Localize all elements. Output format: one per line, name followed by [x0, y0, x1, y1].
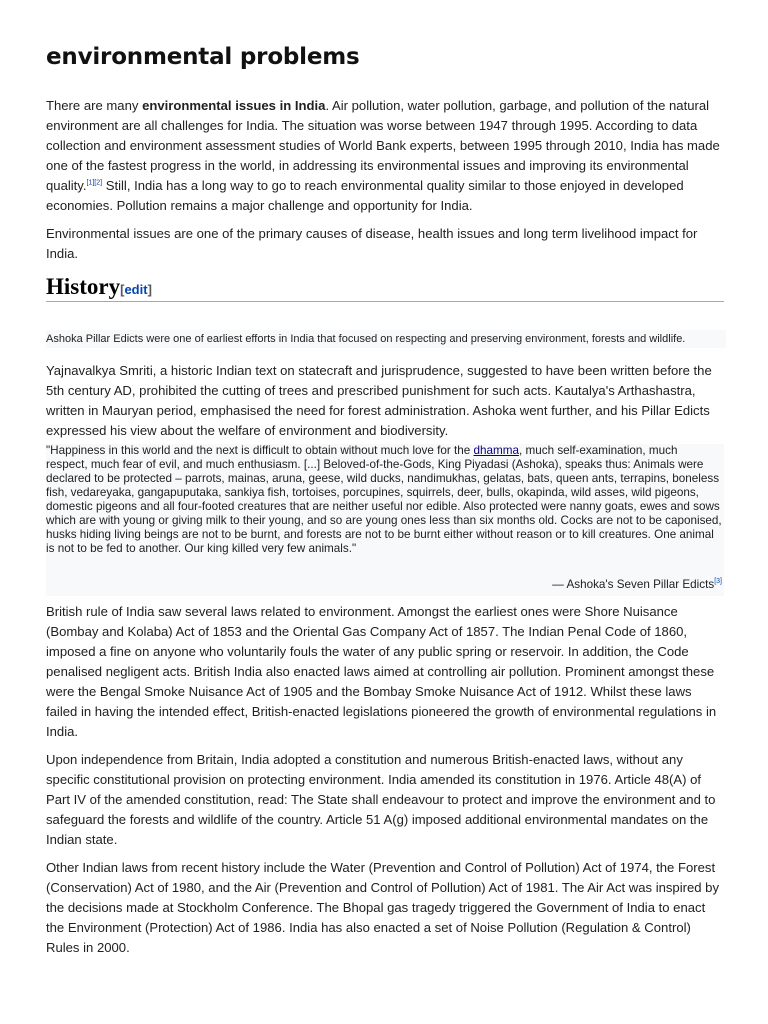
intro-paragraph-1: [46, 96, 726, 216]
quote-citation: [552, 578, 722, 591]
reference-link[interactable]: [1][2]: [86, 179, 103, 187]
quote-text: [46, 444, 724, 556]
history-paragraph-1: Yajnavalkya Smriti, a historic Indian text on statecraft and jurisprudence, suggested to have been written before the 5th century AD, prohibited the cutting of trees and prescribed punishment for such acts. Kautalya's Arthashastra, written in Mauryan period, emphasised the need for forest administration. Ashoka went further, and his Pillar Edicts expressed his view about the welfare of environment and biodiversity.: [46, 363, 712, 438]
intro-text: There are many: [46, 98, 143, 113]
dhamma-link[interactable]: dhamma: [473, 444, 519, 457]
intro-text: Still, India has a long way to go to reach environmental quality similar to those enjoyed in developed economies. Pollution remains a major challenge and opportunity for India.: [46, 178, 684, 213]
edit-section: [120, 282, 152, 297]
intro-paragraph-2: Environmental issues are one of the primary causes of disease, health issues and long term livelihood impact for India.: [46, 226, 698, 261]
section-heading-history: [46, 273, 724, 302]
edit-bracket: ]: [147, 282, 152, 297]
page-title: environmental problems: [46, 44, 360, 70]
history-paragraph-3: Upon independence from Britain, India adopted a constitution and numerous British-enacted laws, without any specific constitutional provision on protecting environment. India amended its constitution in 1976. Article 48(A) of Part IV of the amended constitution, read: The State shall endeavour to protect and improve the environment and to safeguard the forests and wildlife of the country. Article 51 A(g) imposed additional environmental mandates on the Indian state.: [46, 752, 716, 847]
history-paragraph-4: Other Indian laws from recent history include the Water (Prevention and Control of Pollution) Act of 1974, the Forest (Conservation) Act of 1980, and the Air (Prevention and Control of Pollution) Act of 1981. The Air Act was inspired by the decisions made at Stockholm Conference. The Bhopal gas tragedy triggered the Government of India to enact the Environment (Protection) Act of 1986. India has also enacted a set of Noise Pollution (Regulation & Control) Rules in 2000.: [46, 860, 720, 955]
image-caption: Ashoka Pillar Edicts were one of earliest efforts in India that focused on respecting and preserving environment, forests and wildlife.: [46, 330, 726, 348]
quote-text-part: "Happiness in this world and the next is difficult to obtain without much love for the: [46, 444, 474, 457]
reference-link[interactable]: [3]: [714, 578, 722, 586]
intro-bold-text: environmental issues in India: [142, 98, 326, 113]
section-heading-text: History: [46, 274, 121, 299]
blockquote: [46, 444, 724, 596]
edit-bracket: [: [120, 282, 125, 297]
quote-text-part: , much self-examination, much respect, much fear of evil, and much enthusiasm. [...] Beloved-of-the-Gods, King Piyadasi (Ashoka), speaks thus: Animals were declared to be protected – parrots, mainas, aruna, geese, wild ducks, nandimukhas, gelatas, bats, queen ants, terrapins, boneless fish, vedareyaka, gangapuputaka, sankiya fish, tortoises, porcupines, squirrels, deer, bulls, okapinda, wild asses, wild pigeons, domestic pigeons and all four-footed creatures that are neither useful nor edible. Also protected were nanny goats, ewes and sows which are with young or giving milk to their young, and so are young ones less than six months old. Cocks are not to be caponised, husks hiding living beings are not to be burnt, and forests are not to be burnt either without reason or to kill creatures. One animal is not to be fed to another. Our king killed very few animals.": [46, 444, 722, 555]
citation-text: — Ashoka's Seven Pillar Edicts: [552, 578, 715, 591]
edit-link[interactable]: edit: [124, 282, 148, 297]
history-paragraph-2: British rule of India saw several laws related to environment. Amongst the earliest ones were Shore Nuisance (Bombay and Kolaba) Act of 1853 and the Oriental Gas Company Act of 1857. The Indian Penal Code of 1860, imposed a fine on anyone who voluntarily fouls the water of any public spring or reservoir. In addition, the Code penalised negligent acts. British India also enacted laws aimed at controlling air pollution. Prominent amongst these were the Bengal Smoke Nuisance Act of 1905 and the Bombay Smoke Nuisance Act of 1912. Whilst these laws failed in having the intended effect, British-enacted legislations pioneered the growth of environmental regulations in India.: [46, 604, 717, 739]
intro-text: . Air pollution, water pollution, garbage, and pollution of the natural environment are all challenges for India. The situation was worse between 1947 through 1995. According to data collection and environment assessment studies of World Bank experts, between 1995 through 2010, India has made one of the fastest progress in the world, in addressing its environmental issues and improving its environmental quality.: [46, 98, 720, 193]
